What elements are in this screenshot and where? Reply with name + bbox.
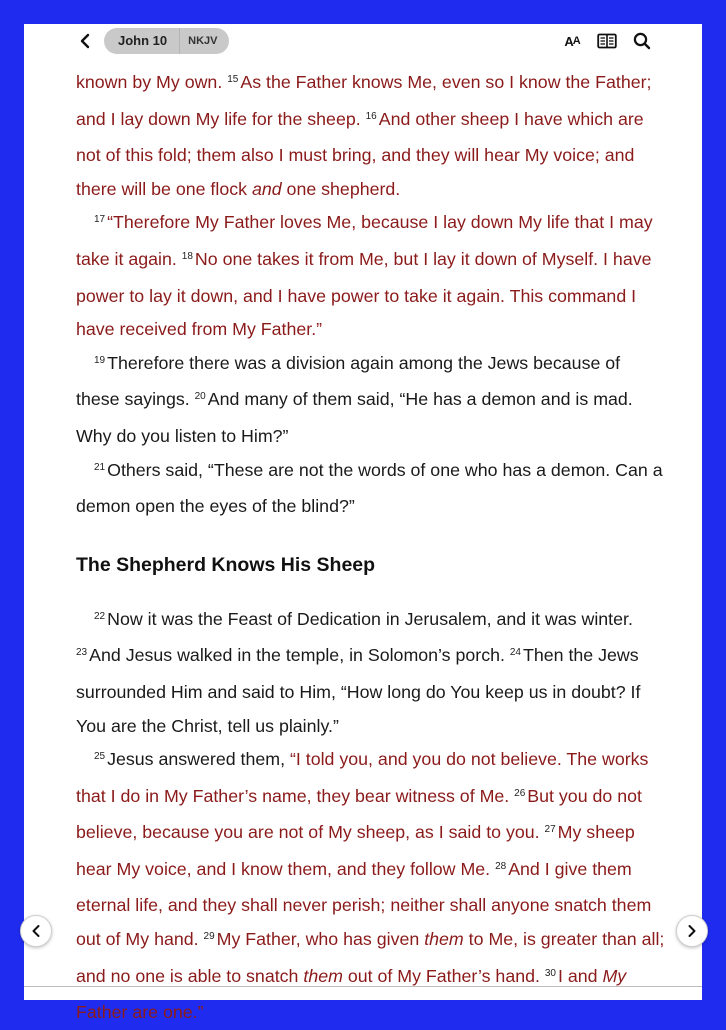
- next-chapter-button[interactable]: [676, 915, 708, 947]
- text-size-button[interactable]: [560, 30, 584, 52]
- section-heading: The Shepherd Knows His Sheep: [76, 553, 376, 576]
- text-size-icon-big: A: [564, 33, 573, 49]
- top-toolbar: [24, 24, 702, 58]
- verse-number[interactable]: 17: [94, 214, 106, 226]
- verse-number[interactable]: 30: [544, 967, 556, 979]
- verse-number[interactable]: 16: [365, 110, 377, 122]
- reference-pill: [104, 28, 229, 54]
- paragraph: [76, 454, 666, 524]
- verse-number[interactable]: 29: [203, 931, 215, 943]
- verse-number[interactable]: 25: [94, 751, 106, 763]
- book-chapter-selector[interactable]: John 10: [104, 28, 180, 54]
- words-of-christ: I and: [558, 965, 603, 986]
- verse-text: Now it was the Feast of Dedication in Jerusalem, and it was winter.: [107, 608, 633, 629]
- passage-text: [76, 66, 666, 1030]
- search-button[interactable]: [630, 30, 654, 52]
- verse-number[interactable]: 28: [495, 860, 507, 872]
- verse-number[interactable]: 26: [514, 787, 526, 799]
- open-book-icon: [597, 33, 617, 49]
- words-of-christ-italic: them: [424, 929, 464, 950]
- text-size-icon-small: A: [572, 35, 580, 47]
- verse-number[interactable]: 18: [181, 250, 193, 262]
- words-of-christ: My sheep hear My voice, and I know them, and they follow Me.: [76, 822, 635, 879]
- verse-text: And Jesus walked in the temple, in Solomon’s porch.: [89, 645, 510, 666]
- words-of-christ: No one takes it from Me, but I lay it down of Myself. I have power to lay it down, and I have power to take it again. This command I have received from My Father.”: [76, 248, 652, 340]
- words-of-christ: But you do not believe, because you are not of My sheep, as I said to you.: [76, 785, 642, 843]
- verse-text: Then the Jews surrounded Him and said to Him, “How long do You keep us in doubt? If You are the Christ, tell us plainly.”: [76, 645, 641, 736]
- words-of-christ: “I told you, and you do not believe. The works that I do in My Father’s name, they bear witness of Me.: [76, 749, 649, 806]
- paragraph: [76, 66, 666, 206]
- chevron-right-icon: [687, 924, 697, 938]
- bottom-divider: [24, 986, 702, 987]
- words-of-christ: My Father, who has given: [216, 929, 425, 950]
- verse-number[interactable]: 21: [94, 461, 106, 473]
- paragraph: [76, 206, 666, 346]
- verse-number[interactable]: 20: [194, 391, 206, 403]
- previous-chapter-button[interactable]: [20, 915, 52, 947]
- verse-text: Therefore there was a division again among the Jews because of these sayings.: [76, 352, 621, 410]
- paragraph: [76, 347, 666, 454]
- verse-number[interactable]: 24: [509, 647, 521, 659]
- words-of-christ: out of My Father’s hand.: [342, 965, 545, 986]
- reader-page: [24, 24, 702, 1023]
- search-icon: [633, 32, 651, 50]
- words-of-christ-italic: them: [303, 965, 343, 986]
- words-of-christ: “Therefore My Father loves Me, because I lay down My life that I may take it again.: [76, 212, 653, 269]
- words-of-christ: As the Father knows Me, even so I know the Father; and I lay down My life for the sheep.: [76, 72, 652, 129]
- version-selector[interactable]: NKJV: [188, 35, 218, 47]
- verse-text: And many of them said, “He has a demon and is mad. Why do you listen to Him?”: [76, 389, 633, 446]
- words-of-christ: And I give them eternal life, and they shall never perish; neither shall anyone snatch them out of My hand.: [76, 858, 652, 950]
- words-of-christ: to Me, is greater than all; and no one is able to snatch: [76, 929, 665, 986]
- words-of-christ-italic: and: [251, 178, 282, 199]
- verse-text: Others said, “These are not the words of one who has a demon. Can a demon open the eyes of the blind?”: [76, 459, 663, 517]
- reading-mode-button[interactable]: [596, 30, 618, 52]
- verse-text: Jesus answered them,: [107, 749, 290, 770]
- words-of-christ: known by My own.: [76, 72, 228, 92]
- verse-number[interactable]: 15: [227, 74, 239, 85]
- chevron-left-icon: [79, 33, 91, 49]
- chevron-left-icon: [31, 924, 41, 938]
- back-button[interactable]: [74, 30, 96, 52]
- words-of-christ: Father are one.”: [76, 1002, 204, 1023]
- paragraph: [76, 603, 666, 743]
- verse-number[interactable]: 19: [94, 354, 106, 366]
- verse-number[interactable]: 23: [76, 647, 88, 659]
- words-of-christ-italic: My: [602, 965, 627, 986]
- words-of-christ: And other sheep I have which are not of this fold; them also I must bring, and they will hear My voice; and there will be one flock: [76, 108, 644, 199]
- words-of-christ: one shepherd.: [281, 178, 401, 199]
- verse-number[interactable]: 22: [94, 610, 106, 622]
- verse-number[interactable]: 27: [544, 824, 556, 836]
